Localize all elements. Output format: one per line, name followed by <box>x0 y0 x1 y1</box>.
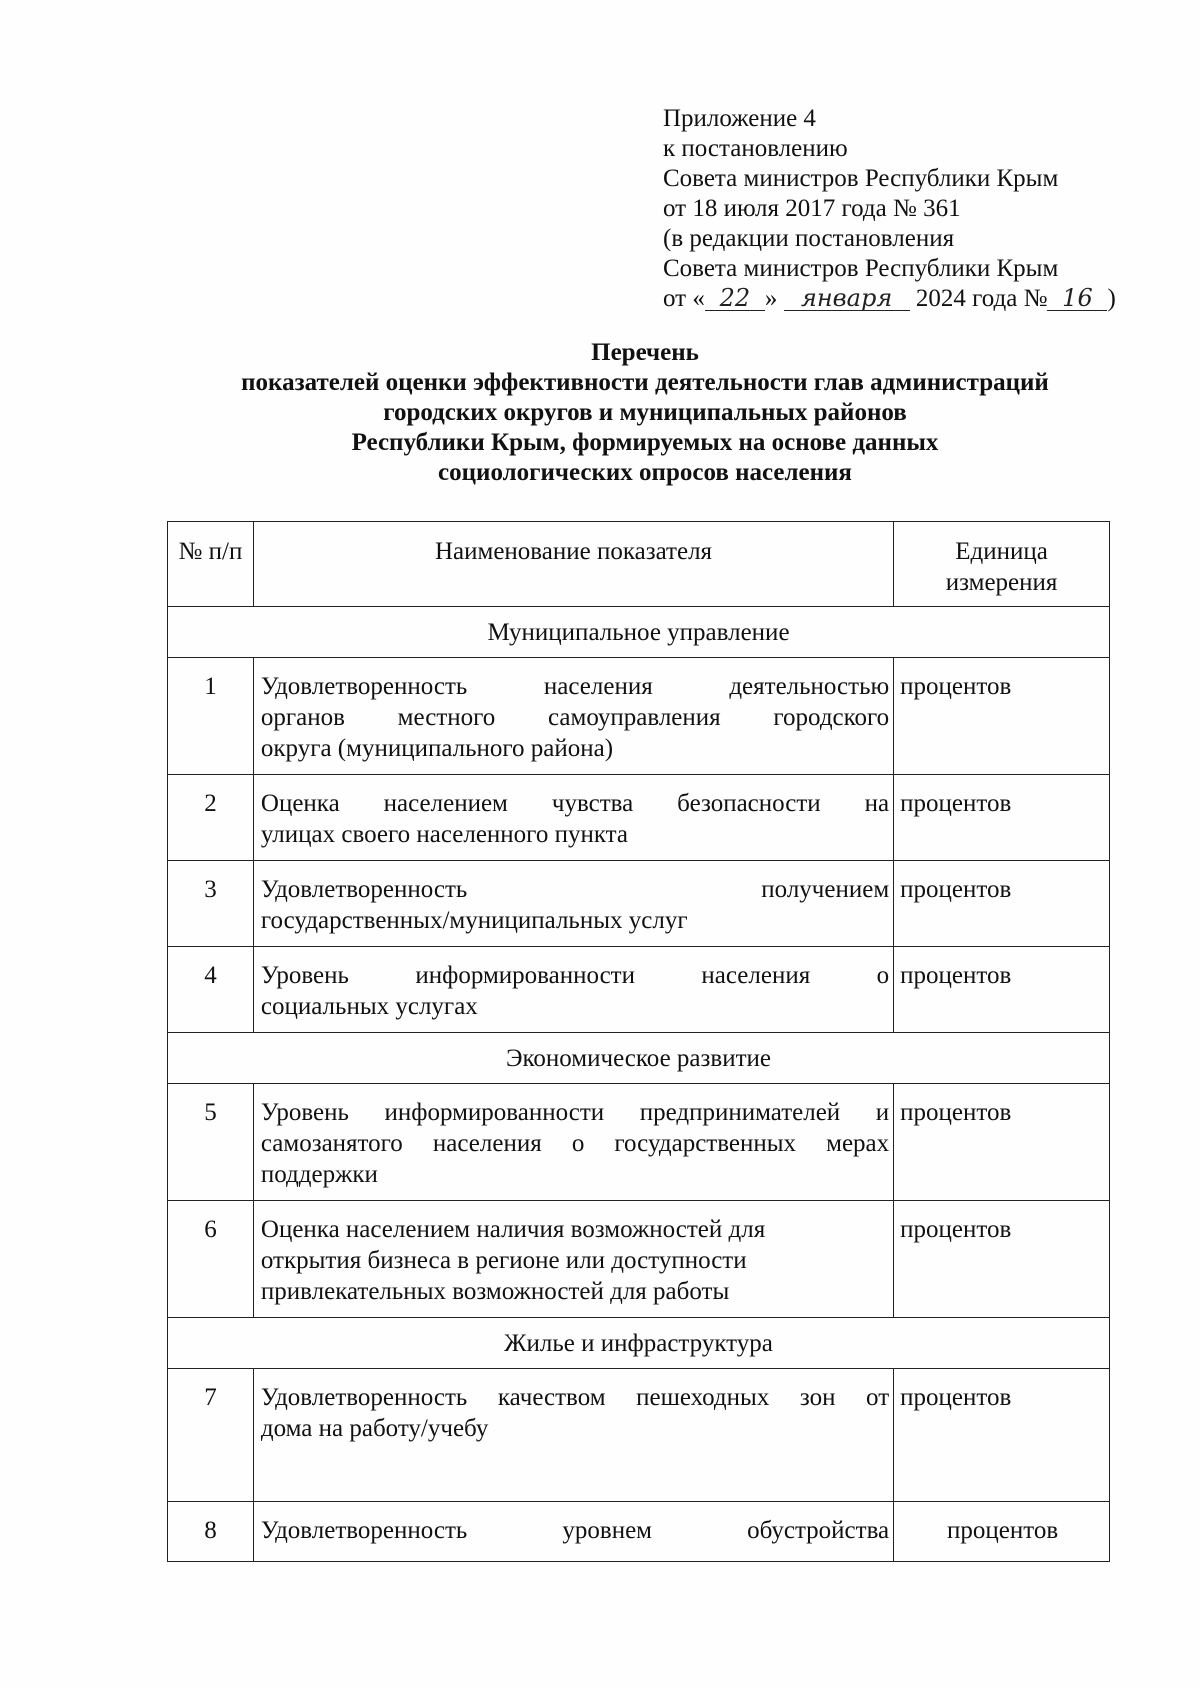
table-row <box>168 1502 1110 1562</box>
section-title: Муниципальное управление <box>168 607 1110 658</box>
header-name: Наименование показателя <box>253 522 893 607</box>
row-num: 3 <box>168 861 254 947</box>
appendix-line-5: (в редакции постановления <box>663 225 955 252</box>
title-line-5: социологических опросов населения <box>438 459 852 486</box>
appendix-line-7 <box>663 284 1133 314</box>
row-name-line: социальных услугах <box>260 993 478 1020</box>
table-row <box>168 861 1110 947</box>
row-unit: процентов <box>894 861 1110 947</box>
section-row <box>168 1318 1110 1369</box>
table-row <box>168 1369 1110 1502</box>
row-name-line: Уровень информированности населения о <box>260 962 890 989</box>
appendix-line-3: Совета министров Республики Крым <box>663 165 1059 192</box>
title-line-2: показателей оценки эффективности деятельности глав администраций <box>241 369 1049 396</box>
handwritten-number: 16 <box>1047 286 1107 311</box>
table-row <box>168 1084 1110 1201</box>
row-name-line: округа (муниципального района) <box>260 735 614 762</box>
row-name-line: самозанятого населения о государственных мерах <box>260 1130 890 1157</box>
section-row <box>168 1033 1110 1084</box>
row-num: 5 <box>168 1084 254 1201</box>
handwritten-day: 22 <box>705 286 765 311</box>
row-unit: процентов <box>894 775 1110 861</box>
row-name <box>253 1084 893 1201</box>
row-name-line: органов местного самоуправления городского <box>260 704 890 731</box>
row-name <box>253 775 893 861</box>
row-name-line: Удовлетворенность населения деятельностью <box>260 673 890 700</box>
row-name-line: открытия бизнеса в регионе или доступности <box>260 1247 747 1274</box>
title-line-1: Перечень <box>591 339 699 366</box>
appendix-date-suffix: ) <box>1107 285 1116 312</box>
row-num: 4 <box>168 947 254 1033</box>
appendix-line-6: Совета министров Республики Крым <box>663 255 1059 282</box>
document-title <box>150 338 1140 488</box>
table-row <box>168 658 1110 775</box>
row-name-line: поддержки <box>260 1161 378 1188</box>
row-name-line: Уровень информированности предпринимателей и <box>260 1099 890 1126</box>
header-num: № п/п <box>168 522 254 607</box>
row-num: 7 <box>168 1369 254 1502</box>
section-row <box>168 607 1110 658</box>
row-num: 8 <box>168 1502 254 1562</box>
row-unit: процентов <box>894 1502 1110 1562</box>
row-name <box>253 658 893 775</box>
appendix-block <box>663 104 1133 314</box>
row-name <box>253 1201 893 1318</box>
row-name-line: Оценка населением чувства безопасности на <box>260 790 890 817</box>
row-unit: процентов <box>894 1369 1110 1502</box>
section-title: Экономическое развитие <box>168 1033 1110 1084</box>
title-line-3: городских округов и муниципальных районов <box>383 399 907 426</box>
row-name <box>253 1369 893 1502</box>
row-name-line: государственных/муниципальных услуг <box>260 907 688 934</box>
row-num: 1 <box>168 658 254 775</box>
header-unit-line-2: измерения <box>945 569 1058 596</box>
row-name-line: Удовлетворенность получением <box>260 876 890 903</box>
appendix-line-4: от 18 июля 2017 года № 361 <box>663 195 961 222</box>
header-unit <box>894 522 1110 607</box>
row-unit: процентов <box>894 658 1110 775</box>
appendix-line-1: Приложение 4 <box>663 105 816 132</box>
row-unit: процентов <box>894 947 1110 1033</box>
row-unit: процентов <box>894 1084 1110 1201</box>
title-line-4: Республики Крым, формируемых на основе данных <box>351 429 939 456</box>
section-title: Жилье и инфраструктура <box>168 1318 1110 1369</box>
table-row <box>168 1201 1110 1318</box>
table-header-row <box>168 522 1110 607</box>
row-name-line: привлекательных возможностей для работы <box>260 1278 730 1305</box>
row-name-line: дома на работу/учебу <box>260 1415 489 1442</box>
appendix-date-year: 2024 года № <box>915 285 1048 312</box>
row-num: 6 <box>168 1201 254 1318</box>
table-row <box>168 947 1110 1033</box>
row-name <box>253 861 893 947</box>
row-name-line: Оценка населением наличия возможностей для <box>260 1216 766 1243</box>
row-name <box>253 1502 893 1562</box>
header-unit-line-1: Единица <box>955 538 1048 565</box>
appendix-line-2: к постановлению <box>663 135 848 162</box>
row-name-line: Удовлетворенность качеством пешеходных зон от <box>260 1384 890 1411</box>
row-name <box>253 947 893 1033</box>
row-unit: процентов <box>894 1201 1110 1318</box>
indicators-table <box>167 521 1110 1562</box>
row-num: 2 <box>168 775 254 861</box>
indicators-table-wrapper <box>167 521 1110 1562</box>
row-name-line: Удовлетворенность уровнем обустройства <box>260 1517 890 1544</box>
handwritten-month: января <box>784 286 910 311</box>
row-name-line: улицах своего населенного пункта <box>260 821 628 848</box>
appendix-date-prefix: от « <box>663 285 705 312</box>
appendix-date-mid: » <box>764 285 778 312</box>
table-row <box>168 775 1110 861</box>
